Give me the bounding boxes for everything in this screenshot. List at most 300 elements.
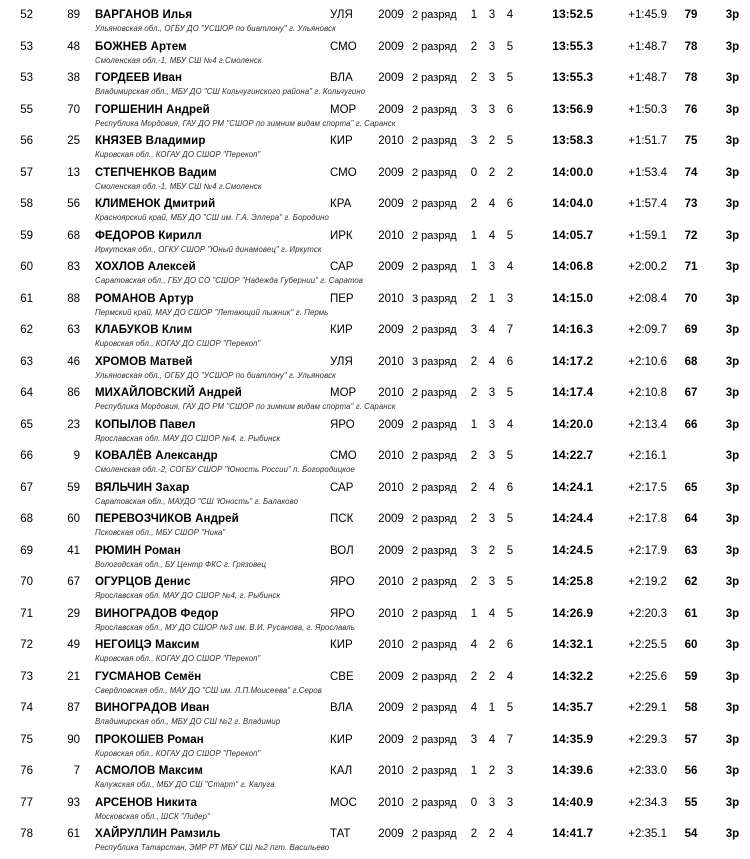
place-cell: 69 bbox=[20, 544, 33, 557]
result-main-line bbox=[0, 669, 750, 685]
points-cell: 79 bbox=[684, 9, 698, 21]
behind-cell: +2:17.8 bbox=[628, 513, 667, 525]
rank-cell: 3р bbox=[725, 72, 740, 84]
region-cell: КАЛ bbox=[330, 765, 353, 777]
athlete-club: Пермский край, МАУ ДО СШОР "Летающий лыжник" г. Пермь bbox=[95, 307, 329, 317]
result-main-line bbox=[0, 291, 750, 307]
rank-cell: 3р bbox=[725, 135, 740, 147]
region-cell: КИР bbox=[330, 135, 353, 147]
points-cell: 61 bbox=[684, 607, 698, 620]
bib-cell: 41 bbox=[67, 544, 80, 557]
points-cell: 67 bbox=[684, 387, 698, 399]
shooting-total-cell: 4 bbox=[506, 828, 514, 840]
athlete-club: Смоленская обл.-1, МБУ СШ №4 г.Смоленск bbox=[95, 55, 262, 65]
time-cell: 13:55.3 bbox=[552, 70, 593, 84]
bib-cell: 9 bbox=[73, 450, 80, 462]
rank-cell: 3р bbox=[725, 198, 740, 210]
athlete-name: ВЯЛЬЧИН Захар bbox=[95, 481, 190, 494]
time-cell: 14:20.0 bbox=[552, 416, 593, 431]
rank-cell: 3р bbox=[725, 670, 740, 683]
points-cell: 56 bbox=[684, 765, 698, 777]
birth-year-cell: 2009 bbox=[378, 702, 404, 714]
result-main-line bbox=[0, 70, 750, 86]
place-cell: 58 bbox=[20, 198, 33, 210]
category-cell: 2 разряд bbox=[412, 166, 457, 179]
time-cell: 14:17.2 bbox=[552, 353, 593, 368]
bib-cell: 21 bbox=[67, 670, 80, 683]
category-cell: 2 разряд bbox=[412, 198, 457, 210]
time-cell: 14:04.0 bbox=[552, 196, 593, 210]
shooting-lap2-cell: 3 bbox=[488, 513, 496, 525]
birth-year-cell: 2009 bbox=[378, 418, 404, 431]
bib-cell: 88 bbox=[67, 292, 80, 305]
birth-year-cell: 2009 bbox=[378, 324, 404, 336]
birth-year-cell: 2009 bbox=[378, 198, 404, 210]
shooting-lap2-cell: 3 bbox=[488, 9, 496, 21]
athlete-name: ХАЙРУЛЛИН Рамзиль bbox=[95, 828, 221, 840]
athlete-club: Ярославская обл. МАУ ДО СШОР №4, г. Рыбинск bbox=[95, 591, 281, 600]
shooting-lap1-cell: 2 bbox=[470, 355, 478, 368]
athlete-club: Кировская обл., КОГАУ ДО СШОР "Перекоп" bbox=[95, 150, 261, 159]
athlete-name: КЛИМЕНОК Дмитрий bbox=[95, 198, 216, 210]
behind-cell: +2:10.8 bbox=[628, 387, 667, 399]
rank-cell: 3р bbox=[725, 828, 740, 840]
rank-cell: 3р bbox=[725, 576, 740, 588]
bib-cell: 25 bbox=[67, 135, 80, 147]
region-cell: ИРК bbox=[330, 229, 353, 242]
shooting-total-cell: 5 bbox=[506, 229, 514, 242]
bib-cell: 56 bbox=[67, 198, 80, 210]
category-cell: 2 разряд bbox=[412, 418, 457, 431]
points-cell: 62 bbox=[684, 576, 698, 588]
rank-cell: 3р bbox=[725, 261, 740, 273]
place-cell: 59 bbox=[20, 229, 33, 242]
shooting-lap1-cell: 3 bbox=[470, 324, 478, 336]
result-row bbox=[0, 700, 750, 732]
category-cell: 2 разряд bbox=[412, 135, 457, 147]
athlete-name: СТЕПЧЕНКОВ Вадим bbox=[95, 166, 217, 179]
result-main-line bbox=[0, 700, 750, 716]
result-row bbox=[0, 448, 750, 480]
place-cell: 73 bbox=[20, 670, 33, 683]
result-main-line bbox=[0, 133, 750, 149]
bib-cell: 49 bbox=[67, 639, 80, 651]
behind-cell: +1:48.7 bbox=[628, 40, 667, 53]
result-main-line bbox=[0, 102, 750, 118]
shooting-lap2-cell: 4 bbox=[488, 198, 496, 210]
points-cell: 76 bbox=[684, 103, 698, 116]
points-cell: 75 bbox=[684, 135, 698, 147]
time-cell: 13:55.3 bbox=[552, 38, 593, 53]
rank-cell: 3р bbox=[725, 450, 740, 462]
shooting-total-cell: 6 bbox=[506, 481, 514, 494]
athlete-name: ВИНОГРАДОВ Иван bbox=[95, 702, 210, 714]
athlete-name: КЛАБУКОВ Клим bbox=[95, 324, 193, 336]
rank-cell: 3р bbox=[725, 355, 740, 368]
result-main-line bbox=[0, 228, 750, 244]
behind-cell: +2:25.5 bbox=[628, 639, 667, 651]
result-main-line bbox=[0, 732, 750, 748]
athlete-name: НЕГОИЦЭ Максим bbox=[95, 639, 200, 651]
region-cell: ПСК bbox=[330, 513, 354, 525]
result-row bbox=[0, 637, 750, 669]
behind-cell: +2:33.0 bbox=[628, 765, 667, 777]
result-main-line bbox=[0, 7, 750, 23]
result-row bbox=[0, 480, 750, 512]
region-cell: СВЕ bbox=[330, 670, 354, 683]
region-cell: КИР bbox=[330, 324, 353, 336]
points-cell: 58 bbox=[684, 702, 698, 714]
athlete-club: Красноярский край, МБУ ДО "СШ им. Г.А. Эллера" г. Бородино bbox=[95, 213, 329, 222]
athlete-name: ВИНОГРАДОВ Федор bbox=[95, 607, 219, 620]
birth-year-cell: 2009 bbox=[378, 670, 404, 683]
rank-cell: 3р bbox=[725, 166, 740, 179]
shooting-total-cell: 5 bbox=[506, 72, 514, 84]
result-row bbox=[0, 511, 750, 543]
behind-cell: +2:35.1 bbox=[628, 828, 667, 840]
shooting-lap2-cell: 4 bbox=[488, 733, 496, 746]
athlete-name: КНЯЗЕВ Владимир bbox=[95, 135, 206, 147]
region-cell: ВЛА bbox=[330, 72, 353, 84]
category-cell: 2 разряд bbox=[412, 103, 457, 116]
athlete-club: Республика Татарстан, ЭМР РТ МБУ СШ №2 пгт. Васильево bbox=[95, 843, 330, 852]
place-cell: 63 bbox=[20, 355, 33, 368]
result-main-line bbox=[0, 354, 750, 370]
athlete-club: Владимирская обл., МБУ ДО "СШ Кольчугинского района" г. Кольчугино bbox=[95, 87, 366, 96]
result-row bbox=[0, 133, 750, 165]
rank-cell: 3р bbox=[725, 513, 740, 525]
time-cell: 14:17.4 bbox=[552, 385, 593, 399]
bib-cell: 93 bbox=[67, 796, 80, 809]
shooting-lap2-cell: 4 bbox=[488, 324, 496, 336]
shooting-total-cell: 6 bbox=[506, 103, 514, 116]
athlete-club: Иркутская обл., ОГКУ СШОР "Юный динамовец" г. Иркутск bbox=[95, 244, 322, 254]
place-cell: 62 bbox=[20, 324, 33, 336]
bib-cell: 83 bbox=[67, 261, 80, 273]
athlete-club: Кировская обл., КОГАУ ДО СШОР "Перекоп" bbox=[95, 654, 261, 663]
place-cell: 53 bbox=[20, 72, 33, 84]
shooting-lap1-cell: 2 bbox=[470, 450, 478, 462]
shooting-lap1-cell: 4 bbox=[470, 702, 478, 714]
time-cell: 14:05.7 bbox=[552, 227, 593, 242]
place-cell: 64 bbox=[20, 387, 33, 399]
result-main-line bbox=[0, 165, 750, 181]
shooting-lap1-cell: 1 bbox=[470, 261, 478, 273]
birth-year-cell: 2009 bbox=[378, 166, 404, 179]
rank-cell: 3р bbox=[725, 607, 740, 620]
birth-year-cell: 2009 bbox=[378, 72, 404, 84]
birth-year-cell: 2009 bbox=[378, 513, 404, 525]
time-cell: 14:40.9 bbox=[552, 794, 593, 809]
shooting-total-cell: 5 bbox=[506, 450, 514, 462]
region-cell: УЛЯ bbox=[330, 355, 353, 368]
category-cell: 2 разряд bbox=[412, 576, 457, 588]
shooting-lap1-cell: 1 bbox=[470, 9, 478, 21]
bib-cell: 61 bbox=[67, 828, 80, 840]
time-cell: 13:52.5 bbox=[552, 7, 593, 21]
points-cell: 74 bbox=[684, 166, 698, 179]
birth-year-cell: 2009 bbox=[378, 103, 404, 116]
bib-cell: 29 bbox=[67, 607, 80, 620]
shooting-lap1-cell: 2 bbox=[470, 40, 478, 53]
rank-cell: 3р bbox=[725, 103, 740, 116]
athlete-club: Саратовская обл., МАУДО "СШ 'Юность" г. Балаково bbox=[95, 496, 299, 506]
bib-cell: 13 bbox=[67, 166, 80, 179]
place-cell: 56 bbox=[20, 135, 33, 147]
points-cell: 78 bbox=[684, 40, 698, 53]
athlete-name: РОМАНОВ Артур bbox=[95, 292, 194, 305]
shooting-lap2-cell: 2 bbox=[488, 135, 496, 147]
shooting-lap2-cell: 3 bbox=[488, 796, 496, 809]
points-cell: 71 bbox=[684, 261, 698, 273]
result-row bbox=[0, 543, 750, 575]
category-cell: 2 разряд bbox=[412, 544, 457, 557]
place-cell: 78 bbox=[20, 828, 33, 840]
region-cell: МОР bbox=[330, 103, 357, 116]
category-cell: 2 разряд bbox=[412, 261, 457, 273]
shooting-total-cell: 5 bbox=[506, 607, 514, 620]
birth-year-cell: 2009 bbox=[378, 40, 404, 53]
time-cell: 14:24.1 bbox=[552, 479, 593, 494]
rank-cell: 3р bbox=[725, 387, 740, 399]
place-cell: 60 bbox=[20, 261, 33, 273]
region-cell: ЯРО bbox=[330, 418, 355, 431]
category-cell: 2 разряд bbox=[412, 796, 457, 809]
time-cell: 14:06.8 bbox=[552, 259, 593, 273]
region-cell: МОС bbox=[330, 796, 357, 809]
time-cell: 13:56.9 bbox=[552, 101, 593, 116]
result-row bbox=[0, 196, 750, 228]
shooting-total-cell: 6 bbox=[506, 639, 514, 651]
category-cell: 2 разряд bbox=[412, 828, 457, 840]
birth-year-cell: 2010 bbox=[378, 450, 404, 462]
shooting-lap2-cell: 3 bbox=[488, 261, 496, 273]
result-main-line bbox=[0, 574, 750, 590]
result-row bbox=[0, 574, 750, 606]
shooting-lap1-cell: 2 bbox=[470, 513, 478, 525]
athlete-club: Московская обл., ШСК "Лидер" bbox=[95, 811, 210, 821]
shooting-lap2-cell: 3 bbox=[488, 387, 496, 399]
points-cell: 54 bbox=[684, 828, 698, 840]
rank-cell: 3р bbox=[725, 9, 740, 21]
result-main-line bbox=[0, 196, 750, 212]
behind-cell: +2:20.3 bbox=[628, 607, 667, 620]
bib-cell: 89 bbox=[67, 9, 80, 21]
birth-year-cell: 2010 bbox=[378, 796, 404, 809]
time-cell: 14:22.7 bbox=[552, 448, 593, 462]
shooting-total-cell: 7 bbox=[506, 324, 514, 336]
region-cell: КИР bbox=[330, 639, 353, 651]
region-cell: САР bbox=[330, 481, 354, 494]
shooting-lap1-cell: 0 bbox=[470, 166, 478, 179]
birth-year-cell: 2010 bbox=[378, 229, 404, 242]
shooting-lap1-cell: 1 bbox=[470, 229, 478, 242]
rank-cell: 3р bbox=[725, 292, 740, 305]
athlete-name: ВАРГАНОВ Илья bbox=[95, 9, 193, 21]
result-main-line bbox=[0, 39, 750, 55]
behind-cell: +2:29.3 bbox=[628, 733, 667, 746]
shooting-lap1-cell: 2 bbox=[470, 292, 478, 305]
place-cell: 77 bbox=[20, 796, 33, 809]
result-main-line bbox=[0, 637, 750, 653]
result-row bbox=[0, 102, 750, 134]
time-cell: 14:16.3 bbox=[552, 322, 593, 336]
shooting-total-cell: 6 bbox=[506, 198, 514, 210]
birth-year-cell: 2010 bbox=[378, 355, 404, 368]
result-row bbox=[0, 70, 750, 102]
behind-cell: +2:25.6 bbox=[628, 670, 667, 683]
behind-cell: +2:17.5 bbox=[628, 481, 667, 494]
rank-cell: 3р bbox=[725, 481, 740, 494]
behind-cell: +2:00.2 bbox=[628, 261, 667, 273]
category-cell: 2 разряд bbox=[412, 72, 457, 84]
rank-cell: 3р bbox=[725, 418, 740, 431]
category-cell: 2 разряд bbox=[412, 733, 457, 746]
region-cell: КИР bbox=[330, 733, 353, 746]
shooting-lap1-cell: 0 bbox=[470, 796, 478, 809]
category-cell: 2 разряд bbox=[412, 324, 457, 336]
bib-cell: 7 bbox=[73, 765, 80, 777]
place-cell: 55 bbox=[20, 103, 33, 116]
shooting-lap2-cell: 4 bbox=[488, 229, 496, 242]
bib-cell: 60 bbox=[67, 513, 80, 525]
place-cell: 68 bbox=[20, 513, 33, 525]
result-row bbox=[0, 826, 750, 858]
birth-year-cell: 2010 bbox=[378, 292, 404, 305]
athlete-name: АСМОЛОВ Максим bbox=[95, 765, 204, 777]
athlete-club: Ярославская обл. МАУ ДО СШОР №4, г. Рыбинск bbox=[95, 433, 281, 443]
time-cell: 14:35.9 bbox=[552, 731, 593, 746]
athlete-club: Ульяновская обл., ОГБУ ДО "УСШОР по биатлону" г. Ульяновск bbox=[95, 370, 336, 380]
time-cell: 14:26.9 bbox=[552, 605, 593, 620]
shooting-lap2-cell: 4 bbox=[488, 481, 496, 494]
athlete-club: Ярославская обл., МУ ДО СШОР №3 им. В.И. Русанова, г. Ярославль bbox=[95, 622, 355, 632]
shooting-total-cell: 5 bbox=[506, 702, 514, 714]
birth-year-cell: 2009 bbox=[378, 261, 404, 273]
result-main-line bbox=[0, 385, 750, 401]
result-main-line bbox=[0, 480, 750, 496]
behind-cell: +2:08.4 bbox=[628, 292, 667, 305]
shooting-total-cell: 5 bbox=[506, 513, 514, 525]
rank-cell: 3р bbox=[725, 702, 740, 714]
bib-cell: 90 bbox=[67, 733, 80, 746]
shooting-total-cell: 5 bbox=[506, 135, 514, 147]
athlete-club: Кировская обл., КОГАУ ДО СШОР "Перекоп" bbox=[95, 748, 261, 758]
shooting-lap2-cell: 2 bbox=[488, 544, 496, 557]
time-cell: 14:24.5 bbox=[552, 542, 593, 557]
rank-cell: 3р bbox=[725, 796, 740, 809]
athlete-club: Республика Мордовия, ГАУ ДО РМ "СШОР по зимним видам спорта" г. Саранск bbox=[95, 402, 396, 411]
place-cell: 65 bbox=[20, 418, 33, 431]
category-cell: 2 разряд bbox=[412, 513, 457, 525]
athlete-name: КОВАЛЁВ Александр bbox=[95, 450, 218, 462]
athlete-club: Вологодская обл., БУ Центр ФКС г. Грязовец bbox=[95, 559, 267, 569]
category-cell: 2 разряд bbox=[412, 607, 457, 620]
behind-cell: +1:48.7 bbox=[628, 72, 667, 84]
shooting-total-cell: 6 bbox=[506, 355, 514, 368]
category-cell: 2 разряд bbox=[412, 40, 457, 53]
result-row bbox=[0, 259, 750, 291]
behind-cell: +2:09.7 bbox=[628, 324, 667, 336]
athlete-club: Республика Мордовия, ГАУ ДО РМ "СШОР по зимним видам спорта" г. Саранск bbox=[95, 118, 396, 128]
shooting-total-cell: 5 bbox=[506, 387, 514, 399]
place-cell: 67 bbox=[20, 481, 33, 494]
place-cell: 71 bbox=[20, 607, 33, 620]
points-cell: 59 bbox=[684, 670, 698, 683]
athlete-club: Владимирская обл., МБУ ДО СШ №2 г. Владимир bbox=[95, 717, 281, 726]
result-row bbox=[0, 322, 750, 354]
shooting-lap2-cell: 4 bbox=[488, 355, 496, 368]
time-cell: 14:35.7 bbox=[552, 700, 593, 714]
athlete-name: ОГУРЦОВ Денис bbox=[95, 576, 191, 588]
category-cell: 2 разряд bbox=[412, 9, 457, 21]
points-cell: 78 bbox=[684, 72, 698, 84]
shooting-lap2-cell: 1 bbox=[488, 292, 496, 305]
behind-cell: +1:59.1 bbox=[628, 229, 667, 242]
shooting-lap1-cell: 3 bbox=[470, 103, 478, 116]
result-main-line bbox=[0, 259, 750, 275]
behind-cell: +2:29.1 bbox=[628, 702, 667, 714]
behind-cell: +1:45.9 bbox=[628, 9, 667, 21]
points-cell: 73 bbox=[684, 198, 698, 210]
place-cell: 70 bbox=[20, 576, 33, 588]
category-cell: 2 разряд bbox=[412, 639, 457, 651]
result-row bbox=[0, 606, 750, 638]
bib-cell: 86 bbox=[67, 387, 80, 399]
athlete-name: ГОРШЕНИН Андрей bbox=[95, 103, 210, 116]
region-cell: ЯРО bbox=[330, 607, 355, 620]
region-cell: СМО bbox=[330, 40, 357, 53]
athlete-name: РЮМИН Роман bbox=[95, 544, 181, 557]
time-cell: 14:00.0 bbox=[552, 164, 593, 179]
place-cell: 75 bbox=[20, 733, 33, 746]
region-cell: УЛЯ bbox=[330, 9, 353, 21]
bib-cell: 67 bbox=[67, 576, 80, 588]
points-cell: 68 bbox=[684, 355, 698, 368]
region-cell: САР bbox=[330, 261, 354, 273]
shooting-total-cell: 4 bbox=[506, 261, 514, 273]
category-cell: 2 разряд bbox=[412, 670, 457, 683]
region-cell: МОР bbox=[330, 387, 357, 399]
result-row bbox=[0, 795, 750, 827]
birth-year-cell: 2010 bbox=[378, 576, 404, 588]
shooting-lap1-cell: 2 bbox=[470, 576, 478, 588]
result-row bbox=[0, 7, 750, 39]
birth-year-cell: 2010 bbox=[378, 387, 404, 399]
category-cell: 2 разряд bbox=[412, 450, 457, 462]
result-row bbox=[0, 669, 750, 701]
shooting-lap1-cell: 2 bbox=[470, 828, 478, 840]
shooting-lap2-cell: 3 bbox=[488, 72, 496, 84]
bib-cell: 38 bbox=[67, 72, 80, 84]
result-row bbox=[0, 732, 750, 764]
athlete-club: Саратовская обл., ГБУ ДО СО "СШОР "Надежда Губернии" г. Саратов bbox=[95, 276, 364, 285]
shooting-lap1-cell: 3 bbox=[470, 733, 478, 746]
athlete-name: ХРОМОВ Матвей bbox=[95, 355, 193, 368]
result-row bbox=[0, 291, 750, 323]
place-cell: 74 bbox=[20, 702, 33, 714]
birth-year-cell: 2010 bbox=[378, 607, 404, 620]
shooting-total-cell: 2 bbox=[506, 166, 514, 179]
time-cell: 14:32.1 bbox=[552, 637, 593, 651]
bib-cell: 70 bbox=[67, 103, 80, 116]
shooting-total-cell: 4 bbox=[506, 9, 514, 21]
behind-cell: +1:51.7 bbox=[628, 135, 667, 147]
bib-cell: 68 bbox=[67, 229, 80, 242]
category-cell: 2 разряд bbox=[412, 765, 457, 777]
result-main-line bbox=[0, 511, 750, 527]
shooting-lap2-cell: 3 bbox=[488, 103, 496, 116]
